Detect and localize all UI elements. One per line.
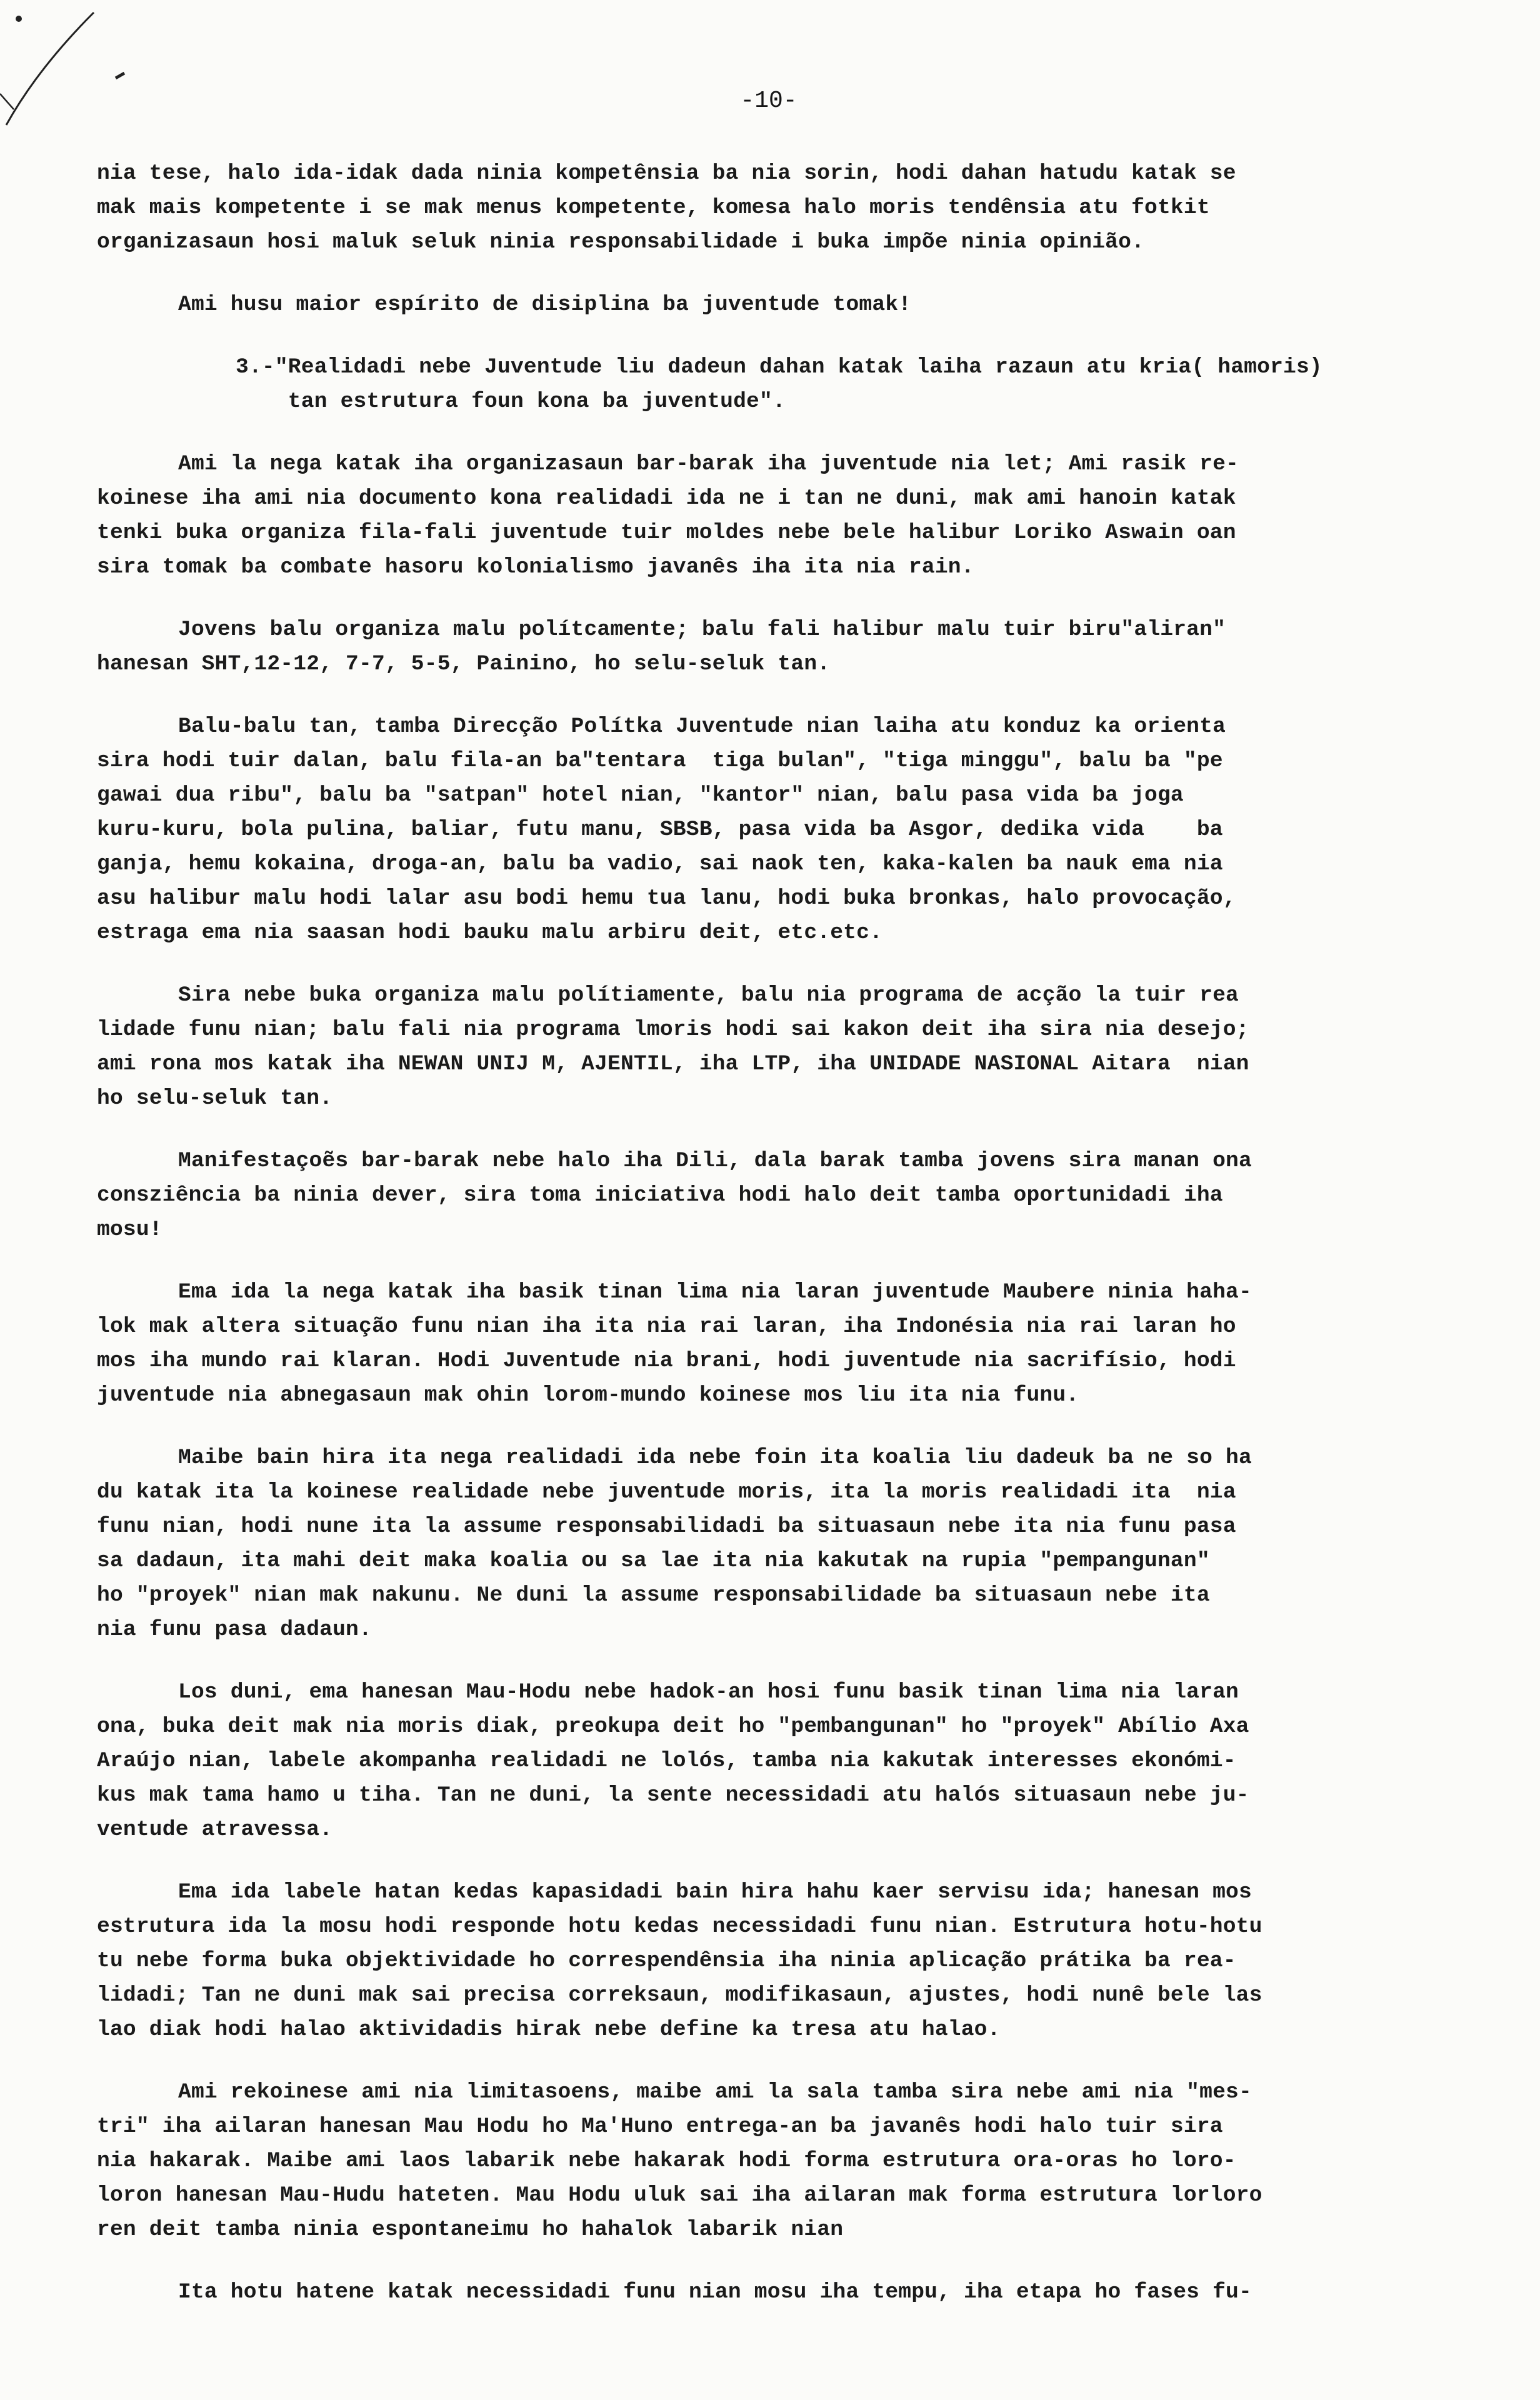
text-line: lao diak hodi halao aktividadis hirak nebe define ka tresa atu halao. <box>97 2018 1001 2042</box>
paragraph <box>97 2275 1478 2309</box>
paragraph <box>97 978 1478 1116</box>
paragraph <box>97 447 1478 584</box>
paragraph <box>97 156 1478 259</box>
text-line: hanesan SHT,12-12, 7-7, 5-5, Painino, ho selu-seluk tan. <box>97 652 831 676</box>
text-line: estraga ema nia saasan hodi bauku malu arbiru deit, etc.etc. <box>97 921 883 945</box>
text-line: Jovens balu organiza malu polítcamente; balu fali halibur malu tuir biru"aliran" <box>178 618 1226 642</box>
text-line: ona, buka deit mak nia moris diak, preokupa deit ho "pembangunan" ho "proyek" Abílio Axa <box>97 1714 1249 1739</box>
text-line: Balu-balu tan, tamba Direcção Polítka Juventude nian laiha atu konduz ka orienta <box>178 714 1226 739</box>
text-line: tri" iha ailaran hanesan Mau Hodu ho Ma'Huno entrega-an ba javanês hodi halo tuir sira <box>97 2114 1223 2139</box>
text-line: ho "proyek" nian mak nakunu. Ne duni la assume responsabilidade ba situasaun nebe ita <box>97 1583 1210 1608</box>
text-line: ami rona mos katak iha NEWAN UNIJ M, AJENTIL, iha LTP, iha UNIDADE NASIONAL Aitara nian <box>97 1052 1249 1076</box>
page-number: -10- <box>740 88 798 114</box>
text-line: mos iha mundo rai klaran. Hodi Juventude nia brani, hodi juventude nia sacrifísio, hodi <box>97 1349 1236 1373</box>
text-line: tu nebe forma buka objektividade ho correspendênsia iha ninia aplicação prátika ba rea- <box>97 1949 1236 1973</box>
text-line: Ami rekoinese ami nia limitasoens, maibe ami la sala tamba sira nebe ami nia "mes- <box>178 2080 1252 2104</box>
text-line: mosu! <box>97 1218 162 1242</box>
paragraph <box>97 1675 1478 1847</box>
paragraph <box>97 1144 1478 1247</box>
text-line: koinese iha ami nia documento kona realidadi ida ne i tan ne duni, mak ami hanoin katak <box>97 486 1236 511</box>
text-line: du katak ita la koinese realidade nebe juventude moris, ita la moris realidadi ita nia <box>97 1480 1236 1504</box>
text-line: estrutura ida la mosu hodi responde hotu kedas necessidadi funu nian. Estrutura hotu-hotu <box>97 1914 1262 1939</box>
text-line: lidadi; Tan ne duni mak sai precisa correksaun, modifikasaun, ajustes, hodi nunê bele las <box>97 1983 1262 2008</box>
text-line: Ami husu maior espírito de disiplina ba juventude tomak! <box>178 292 912 317</box>
text-line: Ema ida la nega katak iha basik tinan lima nia laran juventude Maubere ninia haha- <box>178 1280 1252 1304</box>
text-line: funu nian, hodi nune ita la assume responsabilidadi ba situasaun nebe ita nia funu pasa <box>97 1514 1236 1539</box>
text-line: lidade funu nian; balu fali nia programa lmoris hodi sai kakon deit iha sira nia desejo; <box>97 1018 1249 1042</box>
text-line: ho selu-seluk tan. <box>97 1086 333 1111</box>
text-line: gawai dua ribu", balu ba "satpan" hotel nian, "kantor" nian, balu pasa vida ba joga <box>97 783 1184 808</box>
text-line: Ami la nega katak iha organizasaun bar-barak iha juventude nia let; Ami rasik re- <box>178 452 1239 476</box>
document-body <box>97 156 1478 2338</box>
text-line: ventude atravessa. <box>97 1818 333 1842</box>
text-line: Sira nebe buka organiza malu polítiamente, balu nia programa de acção la tuir rea <box>178 983 1239 1008</box>
paragraph <box>97 1441 1478 1647</box>
section-heading <box>97 350 1478 419</box>
text-line: 3.-"Realidadi nebe Juventude liu dadeun dahan katak laiha razaun atu kria( hamoris) <box>236 355 1322 379</box>
text-line: sira hodi tuir dalan, balu fila-an ba"tentara tiga bulan", "tiga minggu", balu ba "pe <box>97 749 1223 773</box>
text-line: Maibe bain hira ita nega realidadi ida nebe foin ita koalia liu dadeuk ba ne so ha <box>178 1446 1252 1470</box>
text-line: sa dadaun, ita mahi deit maka koalia ou sa lae ita nia kakutak na rupia "pempangunan" <box>97 1549 1210 1573</box>
text-line: ganja, hemu kokaina, droga-an, balu ba vadio, sai naok ten, kaka-kalen ba nauk ema nia <box>97 852 1223 876</box>
text-line: nia funu pasa dadaun. <box>97 1618 372 1642</box>
text-line: juventude nia abnegasaun mak ohin lorom-mundo koinese mos liu ita nia funu. <box>97 1383 1079 1408</box>
paragraph <box>97 288 1478 322</box>
text-line: kus mak tama hamo u tiha. Tan ne duni, la sente necessidadi atu halós situasaun nebe ju- <box>97 1783 1249 1808</box>
text-line: ren deit tamba ninia espontaneimu ho hahalok labarik nian <box>97 2218 844 2242</box>
paragraph <box>97 709 1478 950</box>
text-line: kuru-kuru, bola pulina, baliar, futu manu, SBSB, pasa vida ba Asgor, dedika vida ba <box>97 818 1223 842</box>
paragraph <box>97 2075 1478 2247</box>
text-line: tan estrutura foun kona ba juventude". <box>236 389 786 414</box>
paragraph <box>97 612 1478 681</box>
text-line: Ita hotu hatene katak necessidadi funu nian mosu iha tempu, iha etapa ho fases fu- <box>178 2280 1252 2304</box>
text-line: organizasaun hosi maluk seluk ninia responsabilidade i buka impõe ninia opinião. <box>97 230 1145 254</box>
text-line: asu halibur malu hodi lalar asu bodi hemu tua lanu, hodi buka bronkas, halo provocação, <box>97 886 1236 911</box>
text-line: consziência ba ninia dever, sira toma iniciativa hodi halo deit tamba oportunidadi iha <box>97 1183 1223 1208</box>
text-line: nia tese, halo ida-idak dada ninia kompetênsia ba nia sorin, hodi dahan hatudu katak se <box>97 161 1236 186</box>
text-line: nia hakarak. Maibe ami laos labarik nebe hakarak hodi forma estrutura ora-oras ho loro- <box>97 2149 1236 2173</box>
text-line: Araújo nian, labele akompanha realidadi ne lolós, tamba nia kakutak interesses ekonómi- <box>97 1749 1236 1773</box>
pen-scratch-marks <box>0 0 150 162</box>
text-line: Los duni, ema hanesan Mau-Hodu nebe hadok-an hosi funu basik tinan lima nia laran <box>178 1680 1239 1704</box>
paragraph <box>97 1275 1478 1412</box>
text-line: lok mak altera situação funu nian iha ita nia rai laran, iha Indonésia nia rai laran ho <box>97 1314 1236 1339</box>
text-line: tenki buka organiza fila-fali juventude tuir moldes nebe bele halibur Loriko Aswain oan <box>97 521 1236 545</box>
text-line: Ema ida labele hatan kedas kapasidadi bain hira hahu kaer servisu ida; hanesan mos <box>178 1880 1252 1904</box>
paragraph <box>97 1875 1478 2047</box>
text-line: sira tomak ba combate hasoru kolonialismo javanês iha ita nia rain. <box>97 555 974 579</box>
text-line: loron hanesan Mau-Hudu hateten. Mau Hodu uluk sai iha ailaran mak forma estrutura lorloro <box>97 2183 1262 2208</box>
text-line: mak mais kompetente i se mak menus kompetente, komesa halo moris tendênsia atu fotkit <box>97 196 1210 220</box>
text-line: Manifestaçoẽs bar-barak nebe halo iha Dili, dala barak tamba jovens sira manan ona <box>178 1149 1252 1173</box>
